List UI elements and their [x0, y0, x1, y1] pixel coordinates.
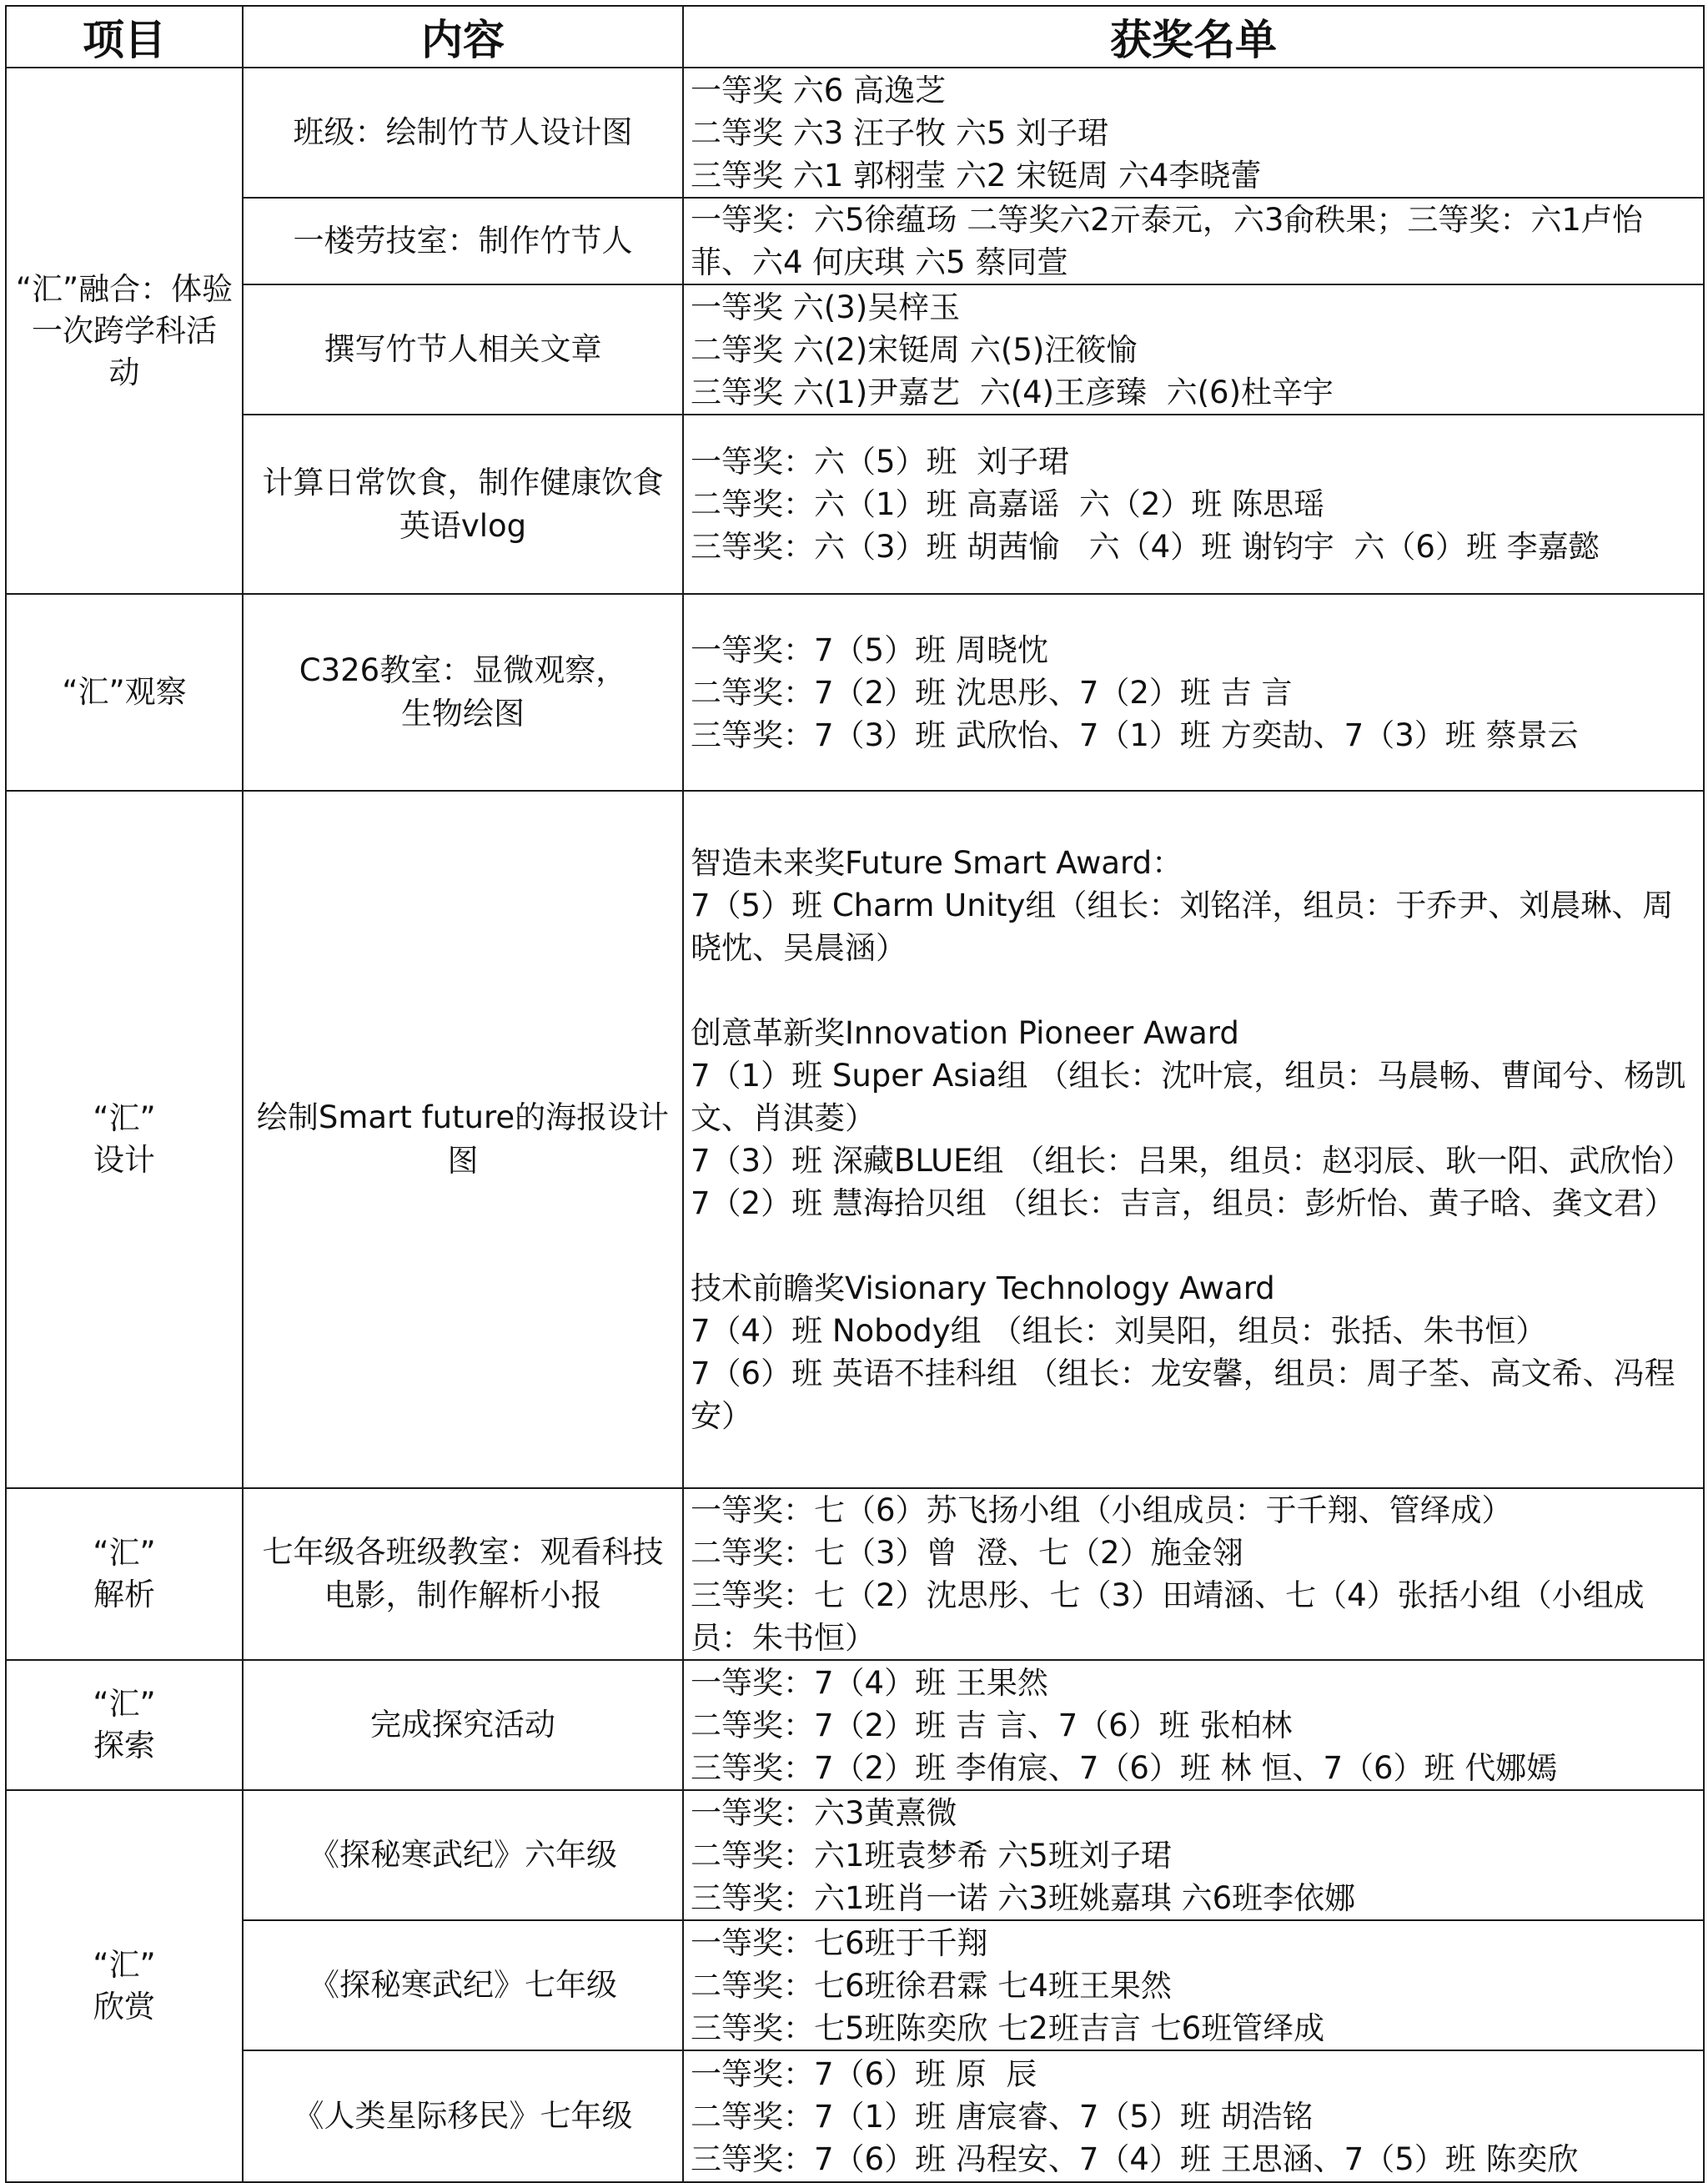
content-cell [243, 791, 683, 1488]
winner-line: 一等奖：七6班于千翔 [691, 1924, 988, 1961]
winner-line: 技术前瞻奖Visionary Technology Award [691, 1270, 1275, 1306]
winner-line: 7（3）班 深藏BLUE组 （组长：吕果，组员：赵羽辰、耿一阳、武欣怡） [691, 1143, 1693, 1179]
content-text-line: 《人类星际移民》七年级 [293, 2098, 633, 2134]
winner-line: 7（6）班 英语不挂科组 （组长：龙安馨，组员：周子荃、高文希、冯程安） [691, 1356, 1675, 1434]
winner-line: 三等奖 六1 郭栩莹 六2 宋铤周 六4李晓蕾 [691, 157, 1262, 194]
project-label-line: “汇” [93, 1535, 156, 1571]
content-text-line: 生物绘图 [401, 696, 525, 732]
content-text-line: 一楼劳技室：制作竹节人 [293, 223, 633, 259]
winner-line: 创意革新奖Innovation Pioneer Award [691, 1015, 1239, 1051]
winner-line: 智造未来奖Future Smart Award： [691, 845, 1183, 881]
winners-cell [683, 1790, 1704, 1920]
winner-line: 三等奖：7（2）班 李侑宸、7（6）班 林 恒、7（6）班 代娜嫣 [691, 1749, 1558, 1786]
content-text-line: 班级：绘制竹节人设计图 [293, 114, 633, 150]
winner-line: 二等奖 六3 汪子牧 六5 刘子珺 [691, 114, 1109, 151]
winner-line: 二等奖：七（3）曾 澄、七（2）施金翎 [691, 1535, 1243, 1571]
winner-line: 一等奖：7（4）班 王果然 [691, 1664, 1048, 1701]
table-row [6, 791, 1704, 1488]
project-label-line: 动 [108, 354, 140, 390]
winner-line: 二等奖 六(2)宋铤周 六(5)汪筱愉 [691, 331, 1138, 368]
winner-line: 三等奖：六（3）班 胡茜愉 六（4）班 谢钧宇 六（6）班 李嘉懿 [691, 529, 1600, 565]
content-text-line: 绘制Smart future的海报设计图 [256, 1099, 670, 1179]
winner-line: 二等奖：六（1）班 高嘉谣 六（2）班 陈思瑶 [691, 486, 1325, 522]
winner-line: 7（5）班 Charm Unity组（组长：刘铭洋，组员：于乔尹、刘晨琳、周晓忱、吴晨涵） [691, 888, 1674, 966]
project-label-line: 设计 [93, 1142, 155, 1178]
table-row [6, 198, 1704, 284]
winner-line: 7（1）班 Super Asia组 （组长：沈叶宸，组员：马晨畅、曹闻兮、杨凯文、肖淇菱） [691, 1058, 1686, 1136]
winner-line: 三等奖：七5班陈奕欣 七2班吉言 七6班管绎成 [691, 2009, 1325, 2046]
table-row [6, 1790, 1704, 1920]
project-label-line: 探索 [93, 1728, 155, 1763]
winner-line: 三等奖：7（6）班 冯程安、7（4）班 王思涵、7（5）班 陈奕欣 [691, 2140, 1579, 2177]
content-text-line: 《探秘寒武纪》七年级 [309, 1967, 617, 2003]
content-cell [243, 1660, 683, 1790]
content-cell [243, 1488, 683, 1660]
table-row [6, 284, 1704, 415]
awards-table [5, 5, 1705, 2183]
content-cell [243, 2050, 683, 2182]
winner-line: 二等奖：7（2）班 沈思彤、7（2）班 吉 言 [691, 674, 1293, 711]
content-text-line: 七年级各班级教室：观看科技电影，制作解析小报 [262, 1534, 664, 1613]
table-row [6, 594, 1704, 791]
content-text-line: 计算日常饮食，制作健康饮食英语vlog [262, 464, 664, 544]
winner-line: 7（2）班 慧海拾贝组 （组长：吉言，组员：彭炘怡、黄子晗、龚文君） [691, 1185, 1675, 1221]
content-cell [243, 284, 683, 415]
content-cell [243, 198, 683, 284]
table-row [6, 415, 1704, 594]
project-cell [6, 791, 243, 1488]
winners-cell [683, 284, 1704, 415]
table-row [6, 2050, 1704, 2182]
winner-line: 一等奖：六3黄熹微 [691, 1794, 957, 1831]
winners-cell [683, 791, 1704, 1488]
winner-line: 三等奖：七（2）沈思彤、七（3）田靖涵、七（4）张括小组（小组成员：朱书恒） [691, 1577, 1645, 1656]
project-cell [6, 1660, 243, 1790]
winner-line: 一等奖 六(3)吴梓玉 [691, 289, 961, 325]
content-cell [243, 594, 683, 791]
winner-line: 一等奖：六5徐蕴玚 二等奖六2亓泰元，六3俞秩果；三等奖：六1卢怡菲、六4 何庆琪 六5 蔡同萱 [691, 202, 1643, 280]
header-row [6, 6, 1704, 68]
header-project: 项目 [6, 6, 243, 68]
winner-line: 二等奖：7（2）班 吉 言、7（6）班 张柏林 [691, 1707, 1293, 1743]
winners-cell [683, 415, 1704, 594]
project-label-line: “汇” [93, 1947, 156, 1983]
winners-cell [683, 1660, 1704, 1790]
winner-line: 二等奖：六1班袁梦希 六5班刘子珺 [691, 1837, 1172, 1874]
project-label-line: “汇” [93, 1100, 156, 1136]
winner-line: 一等奖 六6 高逸芝 [691, 72, 947, 108]
winners-cell [683, 68, 1704, 198]
header-winners: 获奖名单 [683, 6, 1704, 68]
project-label-line: “汇”观察 [62, 674, 187, 710]
winner-line: 三等奖：六1班肖一诺 六3班姚嘉琪 六6班李依娜 [691, 1879, 1356, 1916]
project-label-line: “汇” [93, 1686, 156, 1722]
winners-cell [683, 594, 1704, 791]
winner-line: 二等奖：7（1）班 唐宸睿、7（5）班 胡浩铭 [691, 2098, 1314, 2135]
winner-line: 一等奖：7（5）班 周晓忱 [691, 631, 1048, 668]
content-cell [243, 68, 683, 198]
winner-line: 三等奖 六(1)尹嘉艺 六(4)王彦臻 六(6)杜辛宇 [691, 374, 1334, 410]
content-text-line: 撰写竹节人相关文章 [324, 331, 602, 367]
winner-line: 7（4）班 Nobody组 （组长：刘昊阳，组员：张括、朱书恒） [691, 1313, 1547, 1349]
winners-cell [683, 198, 1704, 284]
winner-line: 二等奖：七6班徐君霖 七4班王果然 [691, 1967, 1172, 2004]
winner-line: 一等奖：七（6）苏飞扬小组（小组成员：于千翔、管绎成） [691, 1492, 1513, 1528]
project-label-line: “汇”融合：体验 [15, 270, 234, 307]
content-cell [243, 1790, 683, 1920]
content-text-line: C326教室：显微观察， [299, 652, 627, 688]
project-cell [6, 68, 243, 594]
winner-line [691, 969, 1696, 1012]
header-content: 内容 [243, 6, 683, 68]
winners-cell [683, 1920, 1704, 2050]
winners-cell [683, 2050, 1704, 2182]
winner-line [691, 1225, 1696, 1267]
project-cell [6, 594, 243, 791]
winner-line: 三等奖：7（3）班 武欣怡、7（1）班 方奕劼、7（3）班 蔡景云 [691, 717, 1579, 753]
project-label-line: 解析 [93, 1577, 155, 1612]
project-cell [6, 1488, 243, 1660]
project-label-line: 欣赏 [93, 1989, 155, 2025]
table-row [6, 1920, 1704, 2050]
table-row [6, 1660, 1704, 1790]
project-cell [6, 1790, 243, 2182]
project-label-line: 一次跨学科活 [32, 312, 217, 349]
winner-line: 一等奖：7（6）班 原 辰 [691, 2055, 1037, 2092]
table-row [6, 1488, 1704, 1660]
winners-cell [683, 1488, 1704, 1660]
content-cell [243, 415, 683, 594]
table-body [6, 68, 1704, 2182]
table-row [6, 68, 1704, 198]
content-text-line: 《探秘寒武纪》六年级 [309, 1837, 617, 1873]
winner-line: 一等奖：六（5）班 刘子珺 [691, 444, 1070, 480]
content-text-line: 完成探究活动 [370, 1707, 555, 1743]
content-cell [243, 1920, 683, 2050]
